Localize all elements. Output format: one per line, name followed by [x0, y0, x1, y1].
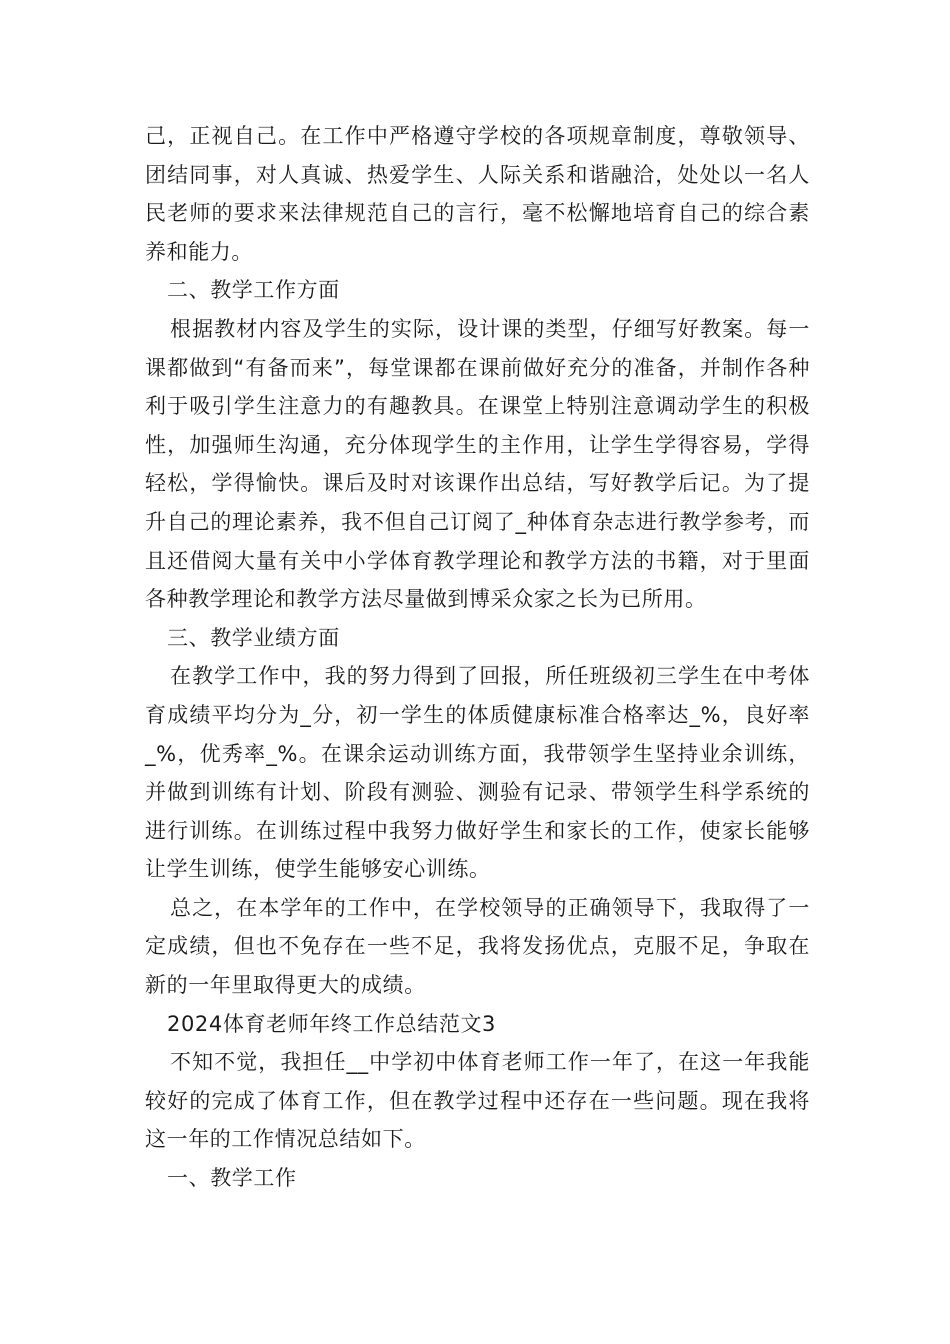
paragraph-teaching-work: 根据教材内容及学生的实际，设计课的类型，仔细写好教案。每一课都做到“有备而来”，每堂课都在课前做好充分的准备，并制作各种利于吸引学生注意力的有趣教具。在课堂上特别注意调动学生的积极性，加强师生沟通，充分体现学生的主作用，让学生学得容易，学得轻松，学得愉快。课后及时对该课作出总结，写好教学后记。为了提升自己的理论素养，我不但自己订阅了_种体育杂志进行教学参考，而且还借阅大量有关中小学体育教学理论和教学方法的书籍，对于里面各种教学理论和教学方法尽量做到博采众家之长为已所用。	[145, 316, 810, 612]
paragraph-intro: 不知不觉，我担任__中学初中体育老师工作一年了，在这一年我能较好的完成了体育工作，但在教学过程中还存在一些问题。现在我将这一年的工作情况总结如下。	[145, 1050, 810, 1152]
article-title: 2024体育老师年终工作总结范文3	[167, 1011, 497, 1036]
document-body	[145, 117, 810, 1198]
paragraph-continued: 己，正视自己。在工作中严格遵守学校的各项规章制度，尊敬领导、团结同事，对人真诚、热爱学生、人际关系和谐融洽，处处以一名人民老师的要求来法律规范自己的言行，毫不松懈地培育自己的综合素养和能力。	[145, 124, 810, 264]
paragraph-teaching-results: 在教学工作中，我的努力得到了回报，所任班级初三学生在中考体育成绩平均分为_分，初一学生的体质健康标准合格率达_%，良好率_%，优秀率_%。在课余运动训练方面，我带领学生坚持业余训练，并做到训练有计划、阶段有测验、测验有记录、带领学生科学系统的进行训练。在训练过程中我努力做好学生和家长的工作，使家长能够让学生训练，使学生能够安心训练。	[145, 664, 810, 882]
paragraph-summary: 总之，在本学年的工作中，在学校领导的正确领导下，我取得了一定成绩，但也不免存在一些不足，我将发扬优点，克服不足，争取在新的一年里取得更大的成绩。	[145, 895, 810, 998]
section-heading-teaching: 一、教学工作	[167, 1166, 297, 1191]
section-heading-teaching-results: 三、教学业绩方面	[167, 625, 340, 650]
section-heading-teaching-work: 二、教学工作方面	[167, 278, 340, 303]
